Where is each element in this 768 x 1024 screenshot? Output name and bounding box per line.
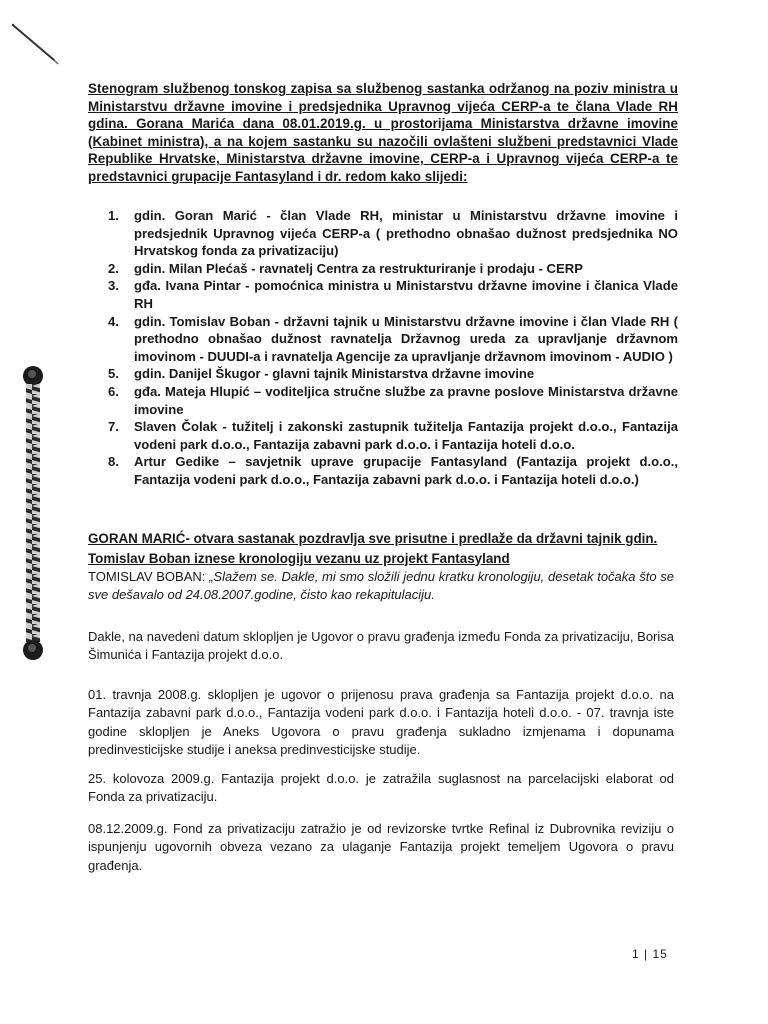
list-item-text: gdin. Danijel Škugor - glavni tajnik Ministarstva državne imovine xyxy=(134,366,535,382)
list-item-text: gdin. Tomislav Boban - državni tajnik u Ministarstvu državne imovine i član Vlade RH ( prethodno obnašao dužnost ravnatelja Državnog ureda za upravljanje državnom imovinom - DUUDI-a i ravnatelja Agencije za upravljanje državnom imovinom - AUDIO ) xyxy=(134,313,678,364)
list-item xyxy=(108,453,678,488)
list-item xyxy=(108,260,678,278)
list-item-number: 1. xyxy=(108,208,119,223)
list-item-text: gdin. Milan Plećaš - ravnatelj Centra za restrukturiranje i prodaju - CERP xyxy=(134,260,583,276)
transcript-paragraph: Dakle, na navedeni datum sklopljen je Ugovor o pravu građenja između Fonda za privatizaciju, Borisa Šimunića i Fantazija projekt d.o.o. xyxy=(88,629,674,663)
list-item-number: 5. xyxy=(108,366,119,382)
list-item xyxy=(108,365,678,383)
scan-artifact-mark xyxy=(10,20,70,70)
list-item-text: Artur Gedike – savjetnik uprave grupacije Fantasyland (Fantazija projekt d.o.o., Fantazija vodeni park d.o.o., Fantazija zabavni park d.o.o. i Fantazija hoteli d.o.o.) xyxy=(134,454,678,487)
participant-list xyxy=(108,207,678,489)
meeting-opening-statement: GORAN MARIĆ- otvara sastanak pozdravlja sve prisutne i predlaže da državni tajnik gdin. Tomislav Boban iznese kronologiju vezanu uz projekt Fantasyland xyxy=(88,531,658,566)
list-item-text: gđa. Mateja Hlupić – voditeljica stručne službe za pravne poslove Ministarstva državne imovine xyxy=(134,383,678,417)
transcript-paragraph: 25. kolovoza 2009.g. Fantazija projekt d.o.o. je zatražila suglasnost na parcelacijski elaborat od Fonda za privatizaciju. xyxy=(88,771,674,805)
transcript-paragraph: 08.12.2009.g. Fond za privatizaciju zatražio je od revizorske tvrtke Refinal iz Dubrovnika reviziju o ispunjenju ugovornih obveza vezano za ulaganje Fantazija projekt temeljem Ugovora o pravu građenja. xyxy=(88,821,674,873)
list-item-number: 2. xyxy=(108,260,119,276)
list-item xyxy=(108,313,678,366)
transcript-paragraph: 01. travnja 2008.g. sklopljen je ugovor o prijenosu prava građenja sa Fantazija projekt d.o.o. na Fantazija zabavni park d.o.o., Fantazija vodeni park d.o.o. i Fantazija hoteli d.o.o. - 07. travnja iste godine sklopljen je Aneks Ugovora o pravu građenja sukladno izmjenama i dopunama predinvesticijske studije i aneksa predinvesticijske studije. xyxy=(88,687,674,758)
list-item-number: 8. xyxy=(108,454,119,470)
list-item xyxy=(108,418,678,453)
list-item-number: 4. xyxy=(108,313,119,329)
list-item xyxy=(108,207,678,260)
page-number: 1 | 15 xyxy=(632,947,668,961)
list-item-number: 3. xyxy=(108,278,119,294)
speech-text: „Slažem se. Dakle, mi smo složili jednu kratku kronologiju, desetak točaka što se sve dešavalo od 24.08.2007.godine, čisto kao rekapitulaciju. xyxy=(88,569,674,603)
list-item-number: 6. xyxy=(108,383,119,399)
list-item-text: gđa. Ivana Pintar - pomoćnica ministra u Ministarstvu državne imovine i članica Vlade RH xyxy=(134,278,678,311)
transcript-paragraph xyxy=(88,568,674,605)
speaker-name: TOMISLAV BOBAN: xyxy=(88,569,206,584)
list-item xyxy=(108,277,678,312)
list-item-text: gdin. Goran Marić - član Vlade RH, ministar u Ministarstvu državne imovine i predsjednik Upravnog vijeća CERP-a ( prethodno obnašao dužnost predsjednika NO Hrvatskog fonda za privatizaciju) xyxy=(134,208,678,259)
binding-cord-image xyxy=(18,364,48,664)
document-title: Stenogram službenog tonskog zapisa sa službenog sastanka održanog na poziv ministra u Ministarstvu državne imovine i predsjednika Upravnog vijeća CERP-a te člana Vlade RH gdina. Gorana Marića dana 08.01.2019.g. u prostorijama Ministarstva državne imovine (Kabinet ministra), a na kojem sastanku su nazočili ovlašteni službeni predstavnici Vlade Republike Hrvatske, Ministarstva državne imovine, CERP-a i Upravnog vijeća CERP-a te predstavnici grupacije Fantasyland i dr. redom kako slijedi: xyxy=(88,81,678,184)
list-item-number: 7. xyxy=(108,419,119,435)
list-item-text: Slaven Čolak - tužitelj i zakonski zastupnik tužitelja Fantazija projekt d.o.o., Fantazija vodeni park d.o.o., Fantazija zabavni park d.o.o. i Fantazija hoteli d.o.o. xyxy=(134,419,678,452)
list-item xyxy=(108,383,678,418)
